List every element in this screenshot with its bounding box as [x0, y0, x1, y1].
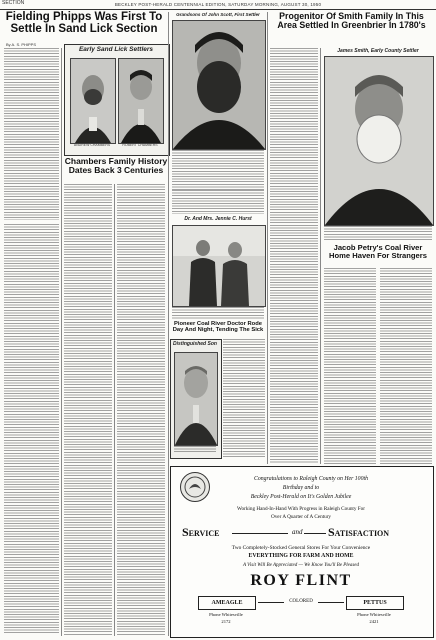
- column-divider: [168, 12, 169, 636]
- ad-line1: Congratulations to Raleigh County on Her 100th: [253, 476, 368, 482]
- column-divider: [61, 48, 62, 636]
- colored-label: COLORED: [289, 599, 313, 604]
- ad-line5: Over A Quarter of A Century: [270, 514, 332, 520]
- ad-line3: Beckley Post-Herald on It's Golden Jubilee: [250, 494, 352, 500]
- phipps-text-col1-top: [4, 48, 59, 220]
- service-word: Service: [182, 525, 220, 539]
- colored-rule-right: [318, 602, 344, 603]
- scott-photo-title: Grandsons Of John Scott, First Settler: [176, 12, 260, 17]
- robert-chambers-photo: [118, 58, 164, 144]
- phipps-text-col1: [4, 224, 59, 634]
- column-divider: [320, 48, 321, 464]
- robert-chambers-caption: ROBERT CHAMBERS: [122, 143, 158, 147]
- hurst-headline: Pioneer Coal River Doctor Rode Day And Night, Tending The Sick: [172, 321, 264, 334]
- and-word: and: [292, 528, 303, 536]
- ad-line6: Two Completely-Stocked General Stores For Your Convenience: [231, 545, 371, 551]
- ad-line8: A Visit Will Be Appreciated — We Know You'll Be Pleased: [242, 563, 360, 568]
- phone2-number: 2421: [369, 619, 379, 624]
- center-text-upper: [172, 190, 264, 214]
- smith-headline: Progenitor Of Smith Family In This Area Settled In Greenbrier In 1780's: [277, 11, 426, 31]
- distinguished-caption: [174, 446, 216, 454]
- phone1-label: Phone Whitesville: [209, 612, 243, 617]
- phone2-label: Phone Whitesville: [357, 612, 391, 617]
- page-label: SECTION: [2, 0, 25, 6]
- hurst-couple-photo: [172, 225, 266, 307]
- andrew-chambers-caption: ANDREW CHAMBERS: [73, 143, 111, 147]
- petry-text-col1: [324, 268, 376, 464]
- andrew-chambers-photo: [70, 58, 116, 144]
- and-rule: [304, 533, 326, 534]
- phone1-number: 2172: [221, 619, 231, 624]
- chambers-text-col1: [64, 184, 112, 636]
- ad-line7: EVERYTHING FOR FARM AND HOME: [248, 553, 354, 559]
- distinguished-son-photo: [174, 352, 218, 446]
- ad-line4: Working Hand-In-Hand With Progress in Raleigh County For: [237, 506, 365, 512]
- column-divider: [114, 184, 115, 636]
- roy-flint-name: ROY FLINT: [250, 572, 352, 589]
- service-satisfaction-row: [180, 525, 424, 541]
- masthead: BECKLEY POST-HERALD CENTENNIAL EDITION, SATURDAY MORNING, AUGUST 30, 1950: [114, 2, 322, 7]
- store2-box: [346, 596, 404, 610]
- colored-rule-left: [258, 602, 284, 603]
- petry-headline: Jacob Petry's Coal River Home Haven For Strangers: [329, 243, 427, 260]
- store2-name: PETTUS: [363, 600, 387, 606]
- smith-caption-text: [324, 226, 432, 240]
- masthead-rule: [0, 9, 436, 10]
- chambers-text-col2: [117, 184, 165, 636]
- hurst-caption-text: [172, 307, 264, 319]
- james-smith-label: James Smith, Early County Settler: [337, 48, 419, 54]
- settlers-photo-title: Early Sand Lick Settlers: [78, 46, 154, 53]
- scott-caption-text: [172, 150, 264, 190]
- petry-text-col2: [380, 268, 432, 464]
- smith-text-col: [270, 48, 318, 464]
- store1-name: AMEAGLE: [211, 600, 243, 606]
- distinguished-son-label: Distinguished Son: [173, 341, 217, 347]
- satisfaction-word: Satisfaction: [328, 525, 390, 539]
- column-divider: [267, 12, 268, 464]
- center-text-col: [223, 339, 265, 457]
- phipps-headline: Fielding Phipps Was First To Settle In Sand Lick Section: [5, 11, 163, 36]
- chambers-headline: Chambers Family History Dates Back 3 Centuries: [64, 156, 168, 175]
- phipps-byline: By A. S. PHIPPS: [6, 42, 37, 47]
- hurst-photo-title: Dr. And Mrs. Jennie C. Hurst: [184, 216, 252, 222]
- ad-line2: Birthday and to: [282, 485, 320, 491]
- service-rule: [232, 533, 288, 534]
- james-smith-photo: [324, 56, 434, 226]
- scott-grandsons-photo: [172, 20, 266, 150]
